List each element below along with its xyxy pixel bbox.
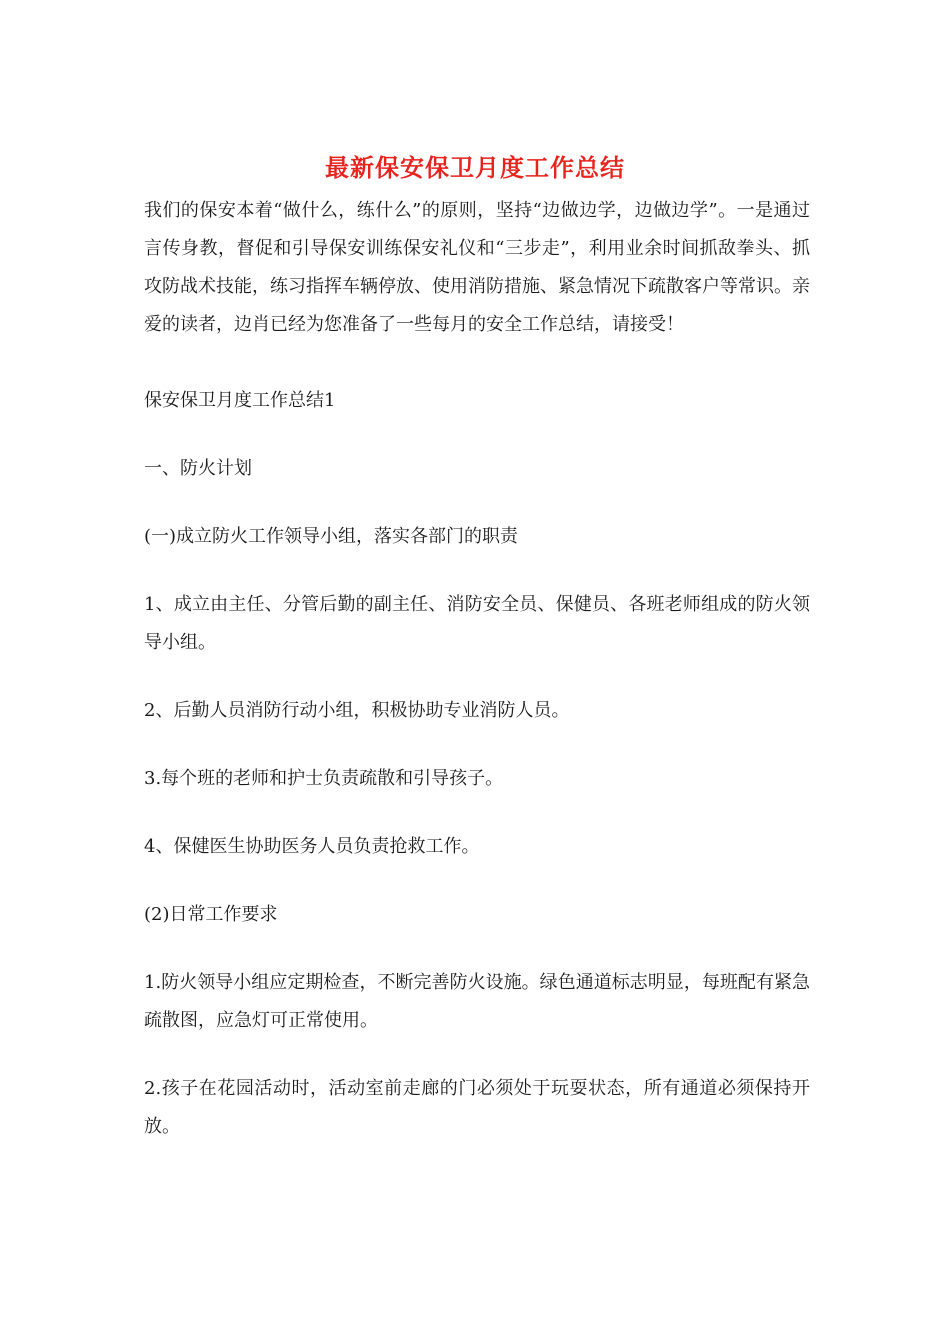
subsection-heading: (2)日常工作要求 xyxy=(144,904,278,925)
document-body xyxy=(144,192,810,1176)
section-heading: 保安保卫月度工作总结1 xyxy=(144,390,336,411)
list-item: 2.孩子在花园活动时，活动室前走廊的门必须处于玩耍状态，所有通道必须保持开放。 xyxy=(144,1078,810,1137)
intro-paragraph: 我们的保安本着“做什么，练什么”的原则，坚持“边做边学，边做边学”。一是通过言传身教，督促和引导保安训练保安礼仪和“三步走”，利用业余时间抓敌拳头、抓攻防战术技能，练习指挥车辆停放、使用消防措施、紧急情况下疏散客户等常识。亲爱的读者，边肖已经为您准备了一些每月的安全工作总结，请接受！ xyxy=(144,200,810,335)
list-item: 2、后勤人员消防行动小组，积极协助专业消防人员。 xyxy=(144,700,570,721)
list-item: 1.防火领导小组应定期检查，不断完善防火设施。绿色通道标志明显，每班配有紧急疏散图，应急灯可正常使用。 xyxy=(144,972,810,1031)
list-item: 1、成立由主任、分管后勤的副主任、消防安全员、保健员、各班老师组成的防火领导小组。 xyxy=(144,594,810,653)
subsection-heading: (一)成立防火工作领导小组，落实各部门的职责 xyxy=(144,526,519,547)
list-item: 4、保健医生协助医务人员负责抢救工作。 xyxy=(144,836,480,857)
document-title: 最新保安保卫月度工作总结 xyxy=(325,153,625,182)
section-heading: 一、防火计划 xyxy=(144,458,252,479)
list-item: 3.每个班的老师和护士负责疏散和引导孩子。 xyxy=(144,768,504,789)
